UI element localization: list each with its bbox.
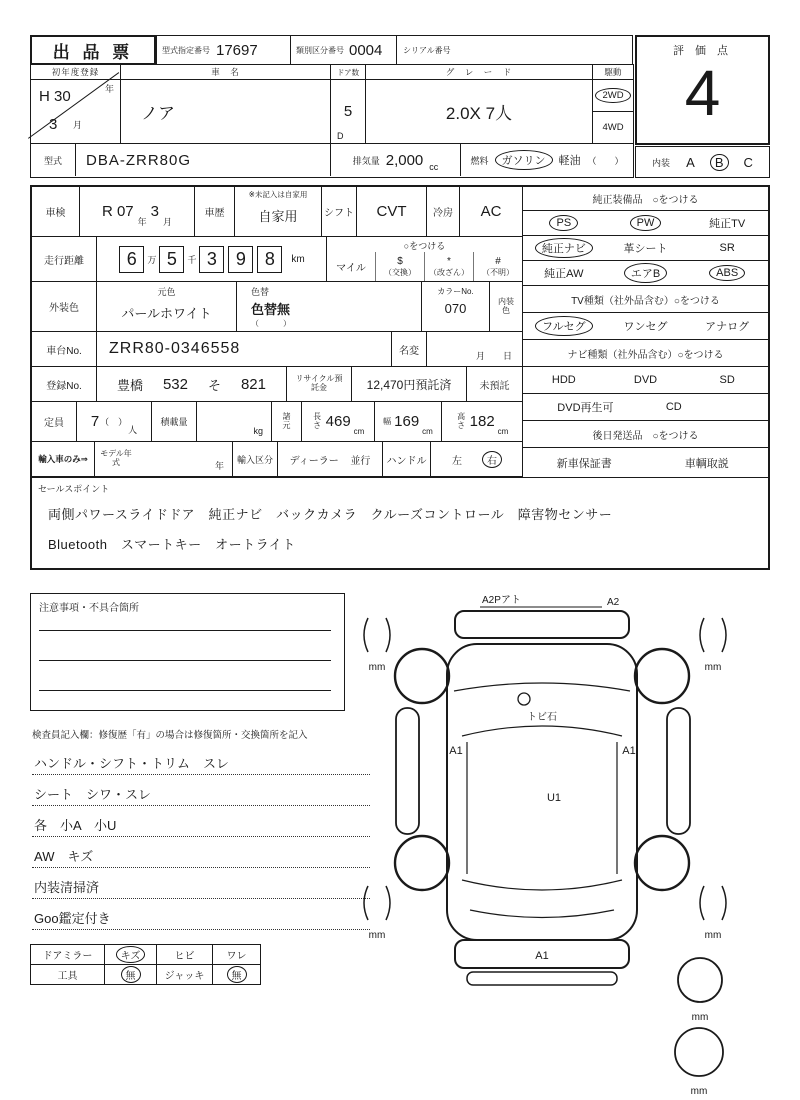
row-registration-no — [32, 367, 522, 402]
width-unit: cm — [422, 427, 433, 436]
equipment-grid-row1 — [523, 211, 768, 236]
exterior-color-label: 外装色 — [32, 282, 97, 331]
grade-cell — [366, 65, 593, 143]
handle-right-selected: 右 — [483, 452, 501, 467]
equip-navi — [523, 236, 605, 260]
equip-abs-selected: ABS — [710, 266, 744, 280]
left-panel-code: A1 — [449, 745, 463, 757]
diagram-top-code: A2 — [607, 597, 620, 608]
main-detail-box — [30, 185, 770, 570]
mm-label: mm — [704, 662, 722, 673]
mileage-mark-title: ○をつける — [403, 241, 446, 251]
history-value: 自家用 — [258, 209, 298, 224]
mileage-mile-option: マイル — [327, 252, 376, 281]
color-change-label: 色替 — [251, 287, 270, 297]
drive-2wd-selected: 2WD — [596, 89, 629, 102]
inspector-entry-note: 検査員記入欄：修復歴「有」の場合は修復箇所・交換箇所を記入 — [32, 730, 308, 741]
plate-area: 豊橋 — [116, 377, 143, 393]
length-cell — [302, 402, 375, 441]
rear-lower-strip — [467, 972, 617, 985]
equip-abs — [686, 261, 768, 285]
mirror-tools-table — [30, 944, 261, 985]
inspector-line: 各 小A 小U — [32, 806, 370, 837]
notes-blank-line — [39, 690, 331, 691]
width-label: 幅 — [383, 417, 392, 426]
plate-class: 532 — [162, 375, 188, 393]
tools-row-label: 工具 — [31, 965, 105, 985]
shaken-month-unit: 月 — [163, 217, 173, 227]
row-chassis — [32, 332, 522, 367]
shift-value: CVT — [357, 187, 427, 236]
mileage-label: 走行距離 — [32, 237, 97, 281]
rear-window-line — [462, 880, 622, 890]
rear-right-wheel — [635, 836, 689, 890]
interior-grade-b-selected: B — [711, 155, 728, 170]
car-name-value: ノア — [141, 104, 175, 123]
mileage-digit: 6 — [119, 246, 144, 273]
mirror-crack-cell: ヒビ — [157, 945, 213, 965]
measure-circle-1 — [678, 958, 722, 1002]
name-change-day-unit: 日 — [502, 351, 512, 361]
equip-tv: 純正TV — [709, 218, 746, 230]
drive-4wd-option: 4WD — [602, 122, 624, 133]
first-reg-month-value: 3 — [49, 116, 58, 133]
right-panel-code: A1 — [622, 745, 636, 757]
measure-circle-2 — [675, 1028, 723, 1076]
tools-row — [31, 965, 261, 985]
tools-none-selected: 無 — [122, 967, 140, 982]
shift-label: シフト — [322, 187, 357, 236]
navi-options-row1 — [523, 367, 768, 394]
mirror-scratch-cell — [105, 945, 157, 965]
base-color-cell — [97, 282, 237, 331]
navi-dvd: DVD — [633, 374, 658, 386]
mirror-scratch-selected: キズ — [117, 947, 145, 962]
width-cell — [375, 402, 442, 441]
import-division-label: 輸入区分 — [233, 442, 278, 476]
equip-airbag — [605, 261, 687, 285]
inspector-line: Goo鑑定付き — [32, 899, 370, 930]
model-year-label: モデル年式 — [100, 449, 132, 467]
capacity-label: 定員 — [32, 402, 77, 441]
tv-type-title: TV種類（社外品含む）○をつける — [523, 286, 768, 313]
interior-grade-a: A — [686, 154, 695, 170]
navi-hdd: HDD — [551, 374, 576, 386]
navi-dvd-play: DVD再生可 — [557, 402, 614, 414]
mileage-digit: 9 — [228, 246, 253, 273]
windshield-line — [462, 726, 622, 736]
displacement-label: 排気量 — [352, 155, 380, 166]
displacement-cell — [331, 144, 461, 176]
spec-label: 諸元 — [282, 411, 291, 430]
grade-value: 2.0X 7人 — [445, 104, 513, 123]
evaluation-score: 4 — [684, 57, 721, 129]
header-number-strip — [156, 35, 633, 65]
sheet-title: 出 品 票 — [30, 35, 156, 65]
shaken-value-cell — [80, 187, 195, 236]
grade-label: グ レ ー ド — [366, 65, 592, 80]
inspector-line: 内装清掃済 — [32, 868, 370, 899]
fuel-diesel: 軽油 — [558, 155, 581, 167]
later-warranty-book: 新車保証書 — [556, 457, 612, 470]
car-body-group — [395, 611, 723, 1076]
recycle-label: リサイクル預託金 — [295, 374, 343, 392]
length-label: 長さ — [313, 411, 322, 430]
mirror-break-cell: ワレ — [213, 945, 261, 965]
capacity-unit: 人 — [128, 425, 138, 435]
capacity-value: 7 — [90, 413, 100, 430]
fuel-label: 燃料 — [470, 155, 489, 166]
vehicle-row-sub — [31, 144, 633, 176]
spec-label-cell — [272, 402, 302, 441]
later-manual: 車輌取説 — [684, 457, 729, 470]
tv-analog: アナログ — [705, 321, 750, 333]
color-no-cell — [422, 282, 490, 331]
mileage-digit: 8 — [257, 246, 282, 273]
mileage-sen-unit: 千 — [187, 254, 197, 265]
inspector-line-list — [32, 744, 370, 930]
model-designation-label: 型式指定番号 — [162, 45, 210, 55]
model-year-unit: 年 — [214, 461, 224, 471]
mm-label: mm — [691, 1012, 709, 1023]
model-designation-value: 17697 — [216, 41, 258, 59]
tv-oneseg: ワンセグ — [623, 321, 668, 333]
mileage-unknown-option — [474, 252, 522, 281]
load-unit: kg — [253, 426, 263, 436]
equip-pw-selected: PW — [631, 216, 661, 230]
car-name-label: 車 名 — [121, 65, 330, 80]
drive-cell — [593, 65, 633, 143]
exchange-symbol: $ — [397, 255, 403, 267]
plate-number: 821 — [240, 375, 266, 393]
chassis-value: ZRR80-0346558 — [97, 332, 392, 366]
capacity-cell — [77, 402, 152, 441]
first-registration-body — [31, 80, 120, 143]
navi-options-row2 — [523, 394, 768, 421]
car-top-view-diagram — [352, 588, 774, 1096]
equipment-grid-row3 — [523, 261, 768, 286]
first-reg-year-unit: 年 — [104, 84, 114, 94]
plate-cell — [97, 367, 287, 401]
right-side-sill — [667, 708, 690, 834]
shaken-month-value: 3 — [150, 203, 160, 220]
notes-blank-line — [39, 660, 331, 661]
front-bumper — [455, 611, 629, 638]
jack-cell: ジャッキ — [157, 965, 213, 985]
name-change-label: 名変 — [392, 332, 427, 366]
measure-bracket-mid-left — [364, 886, 390, 920]
height-value: 182 — [469, 413, 495, 430]
equip-ps-selected: PS — [550, 216, 577, 230]
mirror-row — [31, 945, 261, 965]
doors-body — [331, 80, 365, 143]
row-capacity — [32, 402, 522, 442]
interior-grade-label: 内装 — [652, 157, 671, 168]
later-shipment-title: 後日発送品 ○をつける — [523, 421, 768, 448]
load-label: 積載量 — [152, 402, 197, 441]
exchange-label: （交換） — [384, 267, 416, 277]
inspector-line: ハンドル・シフト・トリム スレ — [32, 744, 370, 775]
navi-cd: CD — [665, 401, 682, 413]
classification-cell — [291, 36, 397, 64]
fuel-cell — [461, 144, 633, 176]
drive-label: 駆動 — [593, 65, 633, 80]
history-cell — [235, 187, 322, 236]
measure-bracket-mid-right — [700, 886, 726, 920]
vehicle-row-main — [31, 65, 633, 144]
history-label: 車歴 — [195, 187, 235, 236]
notes-title: 注意事項・不具合箇所 — [39, 603, 139, 614]
drive-2wd-option — [593, 80, 633, 112]
model-code-label: 型式 — [31, 144, 76, 176]
evaluation-label: 評 価 点 — [672, 45, 733, 57]
fuel-gasoline-selected: ガソリン — [496, 151, 552, 169]
equip-pw — [605, 211, 687, 235]
mileage-man-unit: 万 — [147, 254, 157, 265]
handle-left-option: 左 — [452, 455, 462, 467]
model-year-cell — [95, 442, 233, 476]
stone-chip-mark — [518, 693, 530, 705]
serial-label: シリアル番号 — [403, 45, 451, 55]
first-reg-era-value: H 30 — [39, 88, 71, 105]
sales-points-line2: Bluetooth スマートキー オートライト — [48, 537, 296, 552]
displacement-unit: cc — [429, 162, 439, 172]
roof-code: U1 — [546, 792, 562, 804]
mm-label: mm — [704, 930, 722, 941]
vehicle-identity-block — [30, 64, 634, 178]
measure-bracket-top-right — [700, 618, 726, 652]
color-no-label: カラーNo. — [437, 287, 474, 296]
plate-kana: そ — [207, 377, 221, 393]
length-unit: cm — [353, 427, 365, 436]
unknown-label: （不明） — [482, 267, 514, 277]
model-designation-cell — [157, 36, 291, 64]
trunk-line — [470, 910, 614, 918]
row-inspection — [32, 187, 522, 237]
color-change-cell — [237, 282, 422, 331]
first-reg-month-unit: 月 — [73, 120, 83, 130]
car-body-outline — [447, 644, 637, 940]
mm-label: mm — [690, 1086, 708, 1096]
doors-value: 5 — [343, 103, 353, 120]
equipment-grid-row2 — [523, 236, 768, 261]
front-left-wheel — [395, 649, 449, 703]
sales-points-label: セールスポイント — [38, 484, 110, 494]
mileage-mark-cell — [327, 237, 522, 281]
mileage-tamper-option — [425, 252, 474, 281]
front-right-wheel — [635, 649, 689, 703]
mm-label: mm — [368, 662, 386, 673]
sales-points-section — [32, 477, 768, 568]
left-detail-column — [32, 187, 522, 477]
shaken-label: 車検 — [32, 187, 80, 236]
recycle-label-cell — [287, 367, 352, 401]
interior-grade-box — [635, 146, 770, 178]
import-dealer-option: ディーラー — [289, 455, 339, 467]
import-label: 輸入車のみ⇒ — [32, 442, 95, 476]
navi-type-title: ナビ種類（社外品含む）○をつける — [523, 340, 768, 367]
tamper-symbol: * — [447, 255, 451, 267]
equip-sr: SR — [719, 242, 735, 254]
equipment-column — [522, 187, 768, 477]
stone-chip-label: トビ石 — [527, 712, 557, 723]
tv-options-row — [523, 313, 768, 340]
hood-line — [454, 683, 630, 691]
notes-blank-line — [39, 630, 331, 631]
displacement-value: 2,000 — [385, 151, 424, 169]
mileage-digit: 5 — [159, 246, 184, 273]
model-code-value: DBA-ZRR80G — [76, 144, 331, 176]
inspector-line: シート シワ・スレ — [32, 775, 370, 806]
equip-navi-selected: 純正ナビ — [536, 239, 592, 257]
doors-sub: D — [337, 131, 344, 141]
left-side-sill — [396, 708, 419, 834]
unknown-symbol: # — [495, 255, 501, 267]
length-value: 469 — [325, 413, 351, 430]
classification-value: 0004 — [349, 41, 383, 59]
chassis-label: 車台No. — [32, 332, 97, 366]
mileage-digits-cell — [97, 237, 327, 281]
notes-box — [30, 593, 345, 711]
diagram-top-label: A2Pアト — [482, 595, 521, 606]
import-division-cell — [278, 442, 383, 476]
evaluation-box — [635, 35, 770, 145]
interior-grade-c: C — [743, 154, 753, 170]
jack-none-cell — [213, 965, 261, 985]
color-no-value: 070 — [444, 301, 467, 316]
shaken-year-unit: 年 — [137, 217, 147, 227]
genuine-equipment-title: 純正装備品 ○をつける — [523, 187, 768, 211]
serial-cell — [397, 36, 632, 64]
row-import — [32, 442, 522, 477]
name-change-month-unit: 月 — [475, 351, 485, 361]
tv-fullseg-selected: フルセグ — [536, 317, 592, 335]
later-options-row — [523, 448, 768, 477]
mm-label: mm — [368, 930, 386, 941]
car-name-cell — [121, 65, 331, 143]
measure-bracket-top-left — [364, 618, 390, 652]
history-note: ※未記入は自家用 — [248, 190, 308, 199]
interior-color-cell — [490, 282, 522, 331]
base-color-value: パールホワイト — [121, 306, 212, 321]
cooler-label: 冷房 — [427, 187, 460, 236]
classification-label: 類別区分番号 — [296, 45, 344, 55]
mileage-exchange-option — [376, 252, 425, 281]
doors-cell — [331, 65, 366, 143]
color-change-value: 色替無 — [251, 302, 291, 317]
name-change-cell — [427, 332, 522, 366]
row-exterior-color — [32, 282, 522, 332]
handle-cell — [431, 442, 522, 476]
base-color-label: 元色 — [157, 287, 176, 297]
recycle-alt: 未預託 — [479, 380, 510, 392]
height-label: 高さ — [457, 411, 466, 430]
tools-none-cell — [105, 965, 157, 985]
capacity-blank: （ ） — [100, 417, 128, 427]
mileage-digit: 3 — [199, 246, 224, 273]
first-registration-label: 初年度登録 — [31, 65, 120, 80]
shaken-era-value: R 07 — [101, 203, 134, 220]
tv-fullseg — [523, 313, 605, 339]
equip-ps — [523, 211, 605, 235]
mileage-mark-options — [327, 252, 522, 281]
mirror-row-label: ドアミラー — [31, 945, 105, 965]
navi-sd: SD — [719, 374, 735, 386]
first-registration-cell — [31, 65, 121, 143]
height-unit: cm — [497, 427, 509, 436]
width-value: 169 — [394, 413, 420, 430]
doors-label: ドア数 — [331, 65, 365, 80]
rear-code: A1 — [535, 950, 549, 962]
equip-airbag-selected: エアB — [625, 264, 666, 282]
row-mileage — [32, 237, 522, 282]
sales-points-line1: 両側パワースライドドア 純正ナビ バックカメラ クルーズコントロール 障害物センサー — [48, 507, 613, 522]
cooler-value: AC — [480, 203, 502, 220]
fuel-blank: （ ） — [587, 155, 624, 166]
recycle-value: 12,470円預託済 — [352, 367, 467, 401]
jack-none-selected: 無 — [228, 967, 246, 982]
mileage-km-unit: km — [291, 253, 305, 265]
interior-color-label: 内装色 — [498, 296, 514, 315]
load-cell — [197, 402, 272, 441]
handle-label: ハンドル — [383, 442, 431, 476]
car-diagram-area — [352, 588, 774, 1096]
rear-left-wheel — [395, 836, 449, 890]
height-cell — [442, 402, 522, 441]
inspector-line: AW キズ — [32, 837, 370, 868]
import-parallel-option: 並行 — [350, 455, 371, 467]
equip-leather: 革シート — [623, 243, 668, 255]
registration-no-label: 登録No. — [32, 367, 97, 401]
equip-aw: 純正AW — [544, 268, 584, 280]
tamper-label: （改ざん） — [429, 267, 469, 277]
color-change-blank: （ ） — [251, 319, 291, 328]
